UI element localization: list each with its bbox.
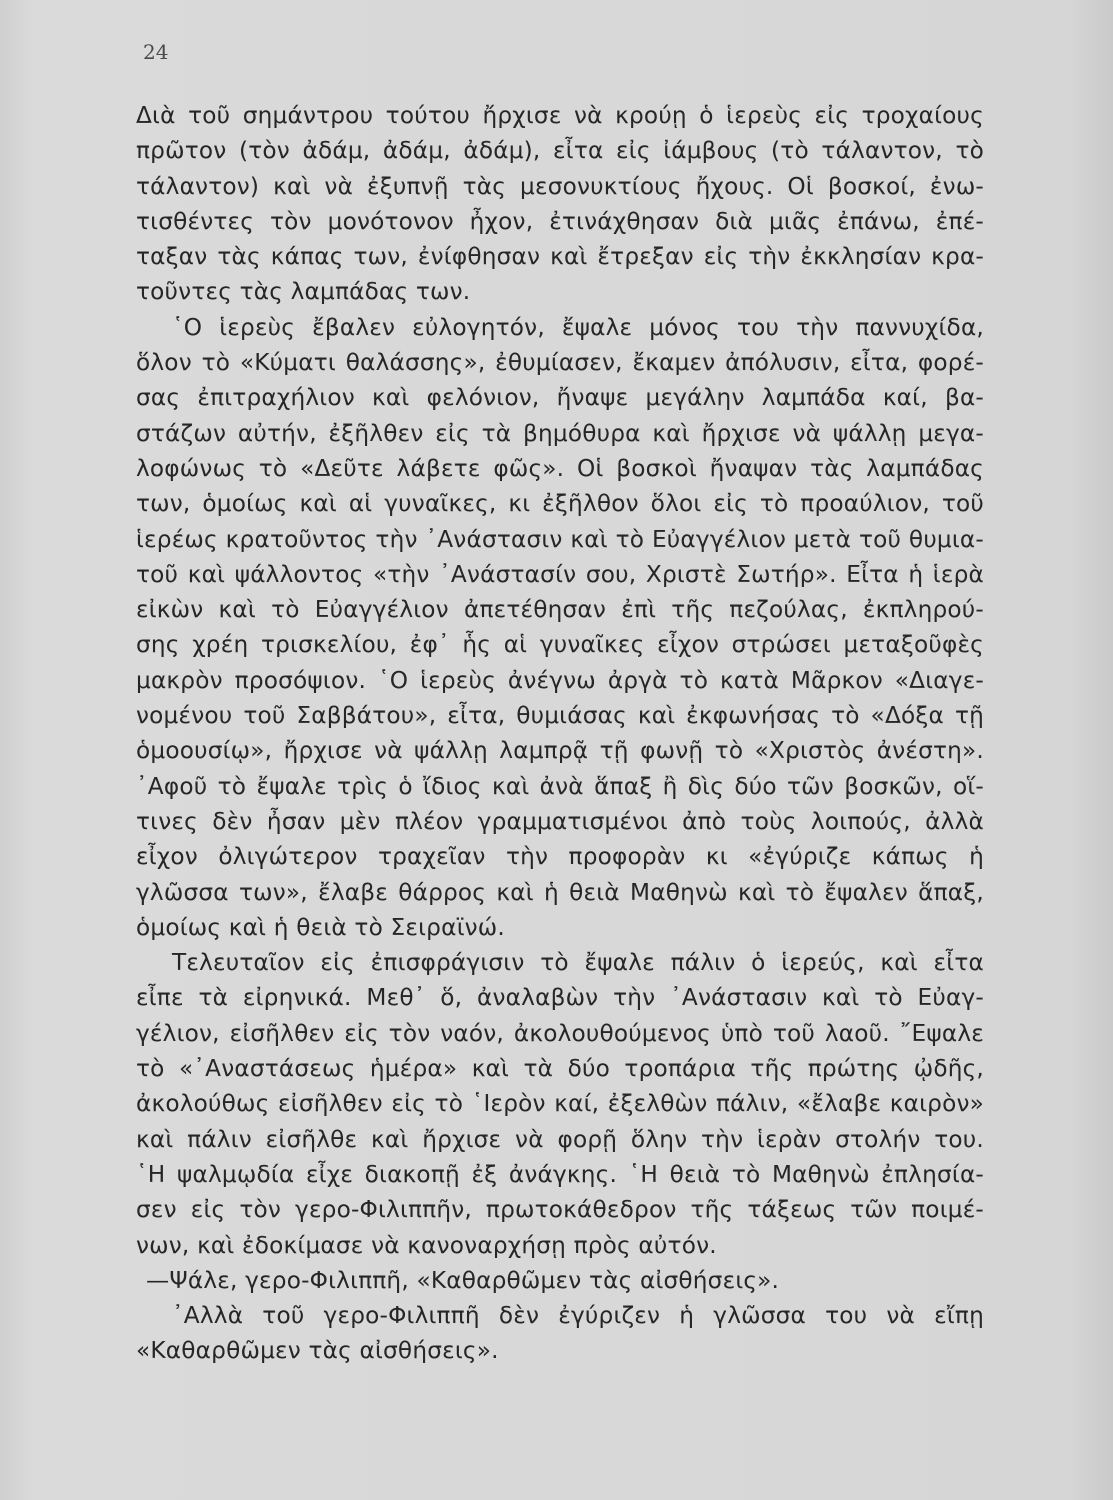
text-line: —Ψάλε, γερο-Φιλιππῆ, «Καθαρθῶμεν τὰς αἰσθήσεις». xyxy=(146,1266,780,1294)
text-line: σας ἐπιτραχήλιον καὶ φελόνιον, ἤναψε μεγάλην λαμπάδα καί, βα- xyxy=(136,384,984,412)
text-line: εἰκὼν καὶ τὸ Εὐαγγέλιον ἀπετέθησαν ἐπὶ τῆς πεζούλας, ἐκπληρού- xyxy=(136,596,984,624)
text-line: «Καθαρθῶμεν τὰς αἰσθήσεις». xyxy=(136,1337,499,1365)
text-line: σεν εἰς τὸν γερο-Φιλιππῆν, πρωτοκάθεδρον τῆς τάξεως τῶν ποιμέ- xyxy=(136,1196,984,1224)
text-line: τισθέντες τὸν μονότονον ἦχον, ἐτινάχθησαν διὰ μιᾶς ἐπάνω, ἐπέ- xyxy=(136,207,984,235)
text-line: γλῶσσα των», ἔλαβε θάρρος καὶ ἡ θειὰ Μαθηνὼ καὶ τὸ ἔψαλεν ἅπαξ, xyxy=(136,878,984,906)
text-line: ἱερέως κρατοῦντος τὴν ᾿Ανάστασιν καὶ τὸ Εὐαγγέλιον μετὰ τοῦ θυμια- xyxy=(136,525,984,553)
text-line: των, ὁμοίως καὶ αἱ γυναῖκες, κι ἐξῆλθον ὅλοι εἰς τὸ προαύλιον, τοῦ xyxy=(136,490,984,518)
text-line: ὅλον τὸ «Κύματι θαλάσσης», ἐθυμίασεν, ἔκαμεν ἀπόλυσιν, εἶτα, φορέ- xyxy=(136,349,984,377)
body-text xyxy=(136,98,984,1369)
text-line: σης χρέη τρισκελίου, ἐφ᾿ ἧς αἱ γυναῖκες εἶχον στρώσει μεταξοῦφὲς xyxy=(136,631,984,659)
text-line: ᾿Αφοῦ τὸ ἔψαλε τρὶς ὁ ἴδιος καὶ ἀνὰ ἅπαξ ἢ δὶς δύο τῶν βοσκῶν, οἵ- xyxy=(136,772,984,800)
text-line: τὸ «᾿Αναστάσεως ἡμέρα» καὶ τὰ δύο τροπάρια τῆς πρώτης ᾠδῆς, xyxy=(136,1055,984,1083)
text-line: ἀκολούθως εἰσῆλθεν εἰς τὸ ῾Ιερὸν καί, ἐξελθὼν πάλιν, «ἔλαβε καιρὸν» xyxy=(136,1090,984,1118)
text-line: τοῦ καὶ ψάλλοντος «τὴν ᾿Ανάστασίν σου, Χριστὲ Σωτήρ». Εἶτα ἡ ἱερὰ xyxy=(136,560,984,588)
text-line: γέλιον, εἰσῆλθεν εἰς τὸν ναόν, ἀκολουθούμενος ὑπὸ τοῦ λαοῦ. ῎Εψαλε xyxy=(136,1019,984,1047)
text-line: Τελευταῖον εἰς ἐπισφράγισιν τὸ ἔψαλε πάλιν ὁ ἱερεύς, καὶ εἶτα xyxy=(172,949,984,977)
text-line: ὁμοουσίῳ», ἤρχισε νὰ ψάλλῃ λαμπρᾷ τῇ φωνῇ τὸ «Χριστὸς ἀνέστη». xyxy=(136,737,984,765)
text-line: ῾Ο ἱερεὺς ἔβαλεν εὐλογητόν, ἔψαλε μόνος του τὴν παννυχίδα, xyxy=(172,313,984,341)
text-line: λοφώνως τὸ «Δεῦτε λάβετε φῶς». Οἱ βοσκοὶ ἤναψαν τὰς λαμπάδας xyxy=(136,454,984,482)
text-line: τοῦντες τὰς λαμπάδας των. xyxy=(136,278,471,306)
text-line: νομένου τοῦ Σαββάτου», εἶτα, θυμιάσας καὶ ἐκφωνήσας τὸ «Δόξα τῇ xyxy=(136,702,984,730)
text-line: ταξαν τὰς κάπας των, ἐνίφθησαν καὶ ἔτρεξαν εἰς τὴν ἐκκλησίαν κρα- xyxy=(136,243,984,271)
text-line: στάζων αὐτήν, ἐξῆλθεν εἰς τὰ βημόθυρα καὶ ἤρχισε νὰ ψάλλῃ μεγα- xyxy=(136,419,984,447)
page-number: 24 xyxy=(143,40,169,64)
text-line: τάλαντον) καὶ νὰ ἐξυπνῇ τὰς μεσονυκτίους ἤχους. Οἱ βοσκοί, ἐνω- xyxy=(136,172,984,200)
text-line: καὶ πάλιν εἰσῆλθε καὶ ἤρχισε νὰ φορῇ ὅλην τὴν ἱερὰν στολήν του. xyxy=(136,1125,984,1153)
text-line: εἶχον ὀλιγώτερον τραχεῖαν τὴν προφορὰν κι «ἐγύριζε κάπως ἡ xyxy=(136,843,984,871)
text-line: πρῶτον (τὸν ἀδάμ, ἀδάμ, ἀδάμ), εἶτα εἰς ἰάμβους (τὸ τάλαντον, τὸ xyxy=(136,137,984,165)
text-line: τινες δὲν ἦσαν μὲν πλέον γραμματισμένοι ἀπὸ τοὺς λοιπούς, ἀλλὰ xyxy=(136,807,984,835)
text-line: Διὰ τοῦ σημάντρου τούτου ἤρχισε νὰ κρούῃ ὁ ἱερεὺς εἰς τροχαίους xyxy=(136,102,984,129)
text-line: ῾Η ψαλμῳδία εἶχε διακοπῇ ἐξ ἀνάγκης. ῾Η θειὰ τὸ Μαθηνὼ ἐπλησία- xyxy=(136,1160,984,1188)
text-line: ὁμοίως καὶ ἡ θειὰ τὸ Σειραϊνώ. xyxy=(136,913,505,941)
text-line: μακρὸν προσόψιον. ῾Ο ἱερεὺς ἀνέγνω ἀργὰ τὸ κατὰ Μᾶρκον «Διαγε- xyxy=(136,666,984,694)
text-line: νων, καὶ ἐδοκίμασε νὰ κανοναρχήσῃ πρὸς αὐτόν. xyxy=(136,1231,717,1259)
text-line: ᾿Αλλὰ τοῦ γερο-Φιλιππῆ δὲν ἐγύριζεν ἡ γλῶσσα του νὰ εἴπῃ xyxy=(172,1302,984,1330)
text-line: εἶπε τὰ εἰρηνικά. Μεθ᾿ ὅ, ἀναλαβὼν τὴν ᾿Ανάστασιν καὶ τὸ Εὐαγ- xyxy=(136,984,984,1012)
